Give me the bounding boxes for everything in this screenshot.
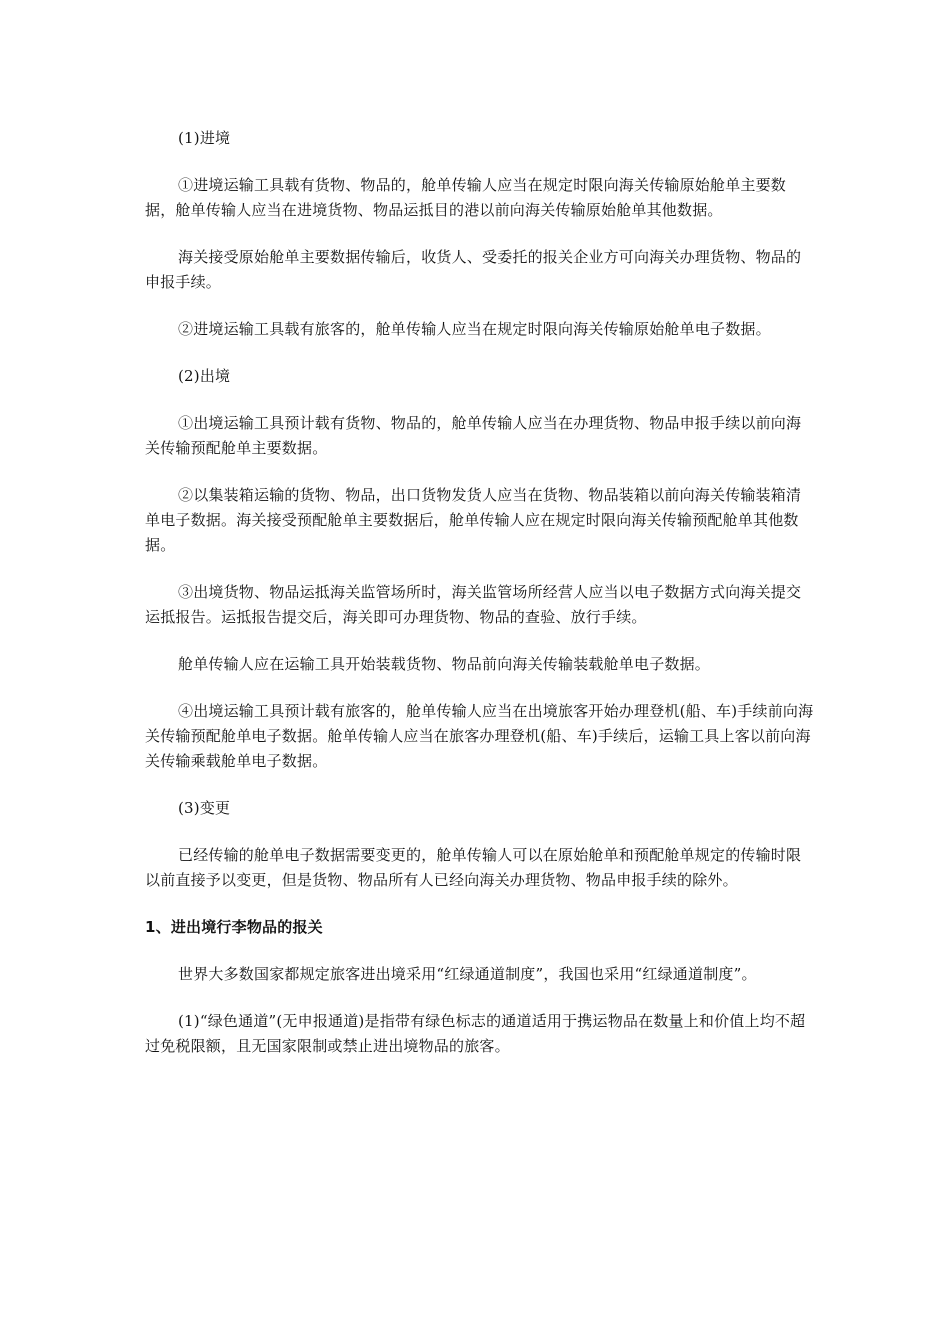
subsection-heading-change: (3)变更: [178, 799, 231, 817]
subsection-heading-entry: (1)进境: [178, 129, 231, 147]
subsection-heading-exit: (2)出境: [178, 367, 231, 385]
section-heading: 1、进出境行李物品的报关: [145, 918, 323, 936]
paragraph: ①出境运输工具预计载有货物、物品的，舱单传输人应当在办理货物、物品申报手续以前向海关传输预配舱单主要数据。: [145, 414, 802, 457]
paragraph: 舱单传输人应在运输工具开始装载货物、物品前向海关传输装载舱单电子数据。: [178, 655, 711, 673]
paragraph: ③出境货物、物品运抵海关监管场所时，海关监管场所经营人应当以电子数据方式向海关提交运抵报告。运抵报告提交后，海关即可办理货物、物品的查验、放行手续。: [145, 583, 802, 626]
paragraph: ①进境运输工具载有货物、物品的，舱单传输人应当在规定时限向海关传输原始舱单主要数据，舱单传输人应当在进境货物、物品运抵目的港以前向海关传输原始舱单其他数据。: [145, 176, 787, 219]
paragraph: 海关接受原始舱单主要数据传输后，收货人、受委托的报关企业方可向海关办理货物、物品的申报手续。: [145, 248, 802, 291]
paragraph: (1)“绿色通道”(无申报通道)是指带有绿色标志的通道适用于携运物品在数量上和价值上均不超过免税限额，且无国家限制或禁止进出境物品的旅客。: [145, 1012, 806, 1055]
paragraph: ④出境运输工具预计载有旅客的，舱单传输人应当在出境旅客开始办理登机(船、车)手续前向海关传输预配舱单电子数据。舱单传输人应当在旅客办理登机(船、车)手续后，运输工具上客以前向海关传输乘载舱单电子数据。: [145, 702, 814, 770]
document-body: [145, 126, 815, 1081]
paragraph: ②以集装箱运输的货物、物品，出口货物发货人应当在货物、物品装箱以前向海关传输装箱清单电子数据。海关接受预配舱单主要数据后，舱单传输人应在规定时限向海关传输预配舱单其他数据。: [145, 486, 802, 554]
paragraph: 世界大多数国家都规定旅客进出境采用“红绿通道制度”，我国也采用“红绿通道制度”。: [178, 965, 757, 983]
paragraph: ②进境运输工具载有旅客的，舱单传输人应当在规定时限向海关传输原始舱单电子数据。: [178, 320, 771, 338]
paragraph: 已经传输的舱单电子数据需要变更的，舱单传输人可以在原始舱单和预配舱单规定的传输时限以前直接予以变更，但是货物、物品所有人已经向海关办理货物、物品申报手续的除外。: [145, 846, 802, 889]
